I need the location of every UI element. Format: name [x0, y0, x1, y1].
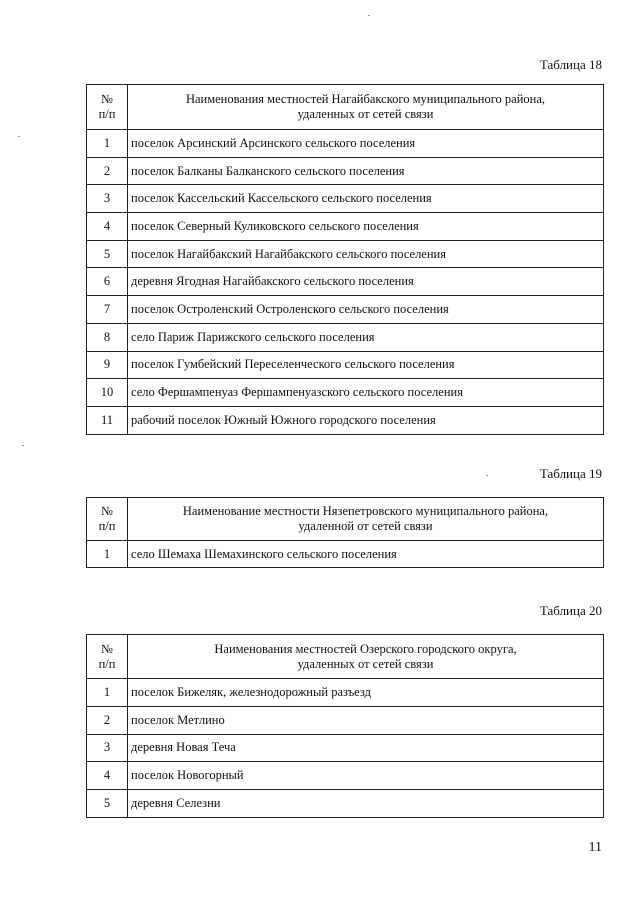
row-name: деревня Ягодная Нагайбакского сельского поселения [128, 268, 604, 296]
header-text: № [101, 92, 113, 106]
row-number: 1 [87, 541, 128, 568]
row-number: 4 [87, 762, 128, 790]
row-number: 9 [87, 351, 128, 379]
scan-speck [18, 136, 20, 137]
row-number: 5 [87, 790, 128, 818]
scan-speck [22, 445, 24, 446]
table-row [87, 130, 604, 158]
header-text: удаленной от сетей связи [298, 519, 433, 533]
row-name: рабочий поселок Южный Южного городского поселения [128, 406, 604, 434]
header-text: Наименования местностей Нагайбакского муниципального района, [185, 92, 546, 106]
header-text: Наименование местности Нязепетровского муниципального района, [182, 504, 549, 518]
table-row [87, 323, 604, 351]
number-column-header [87, 498, 128, 541]
name-column-header [128, 635, 604, 679]
table-row [87, 213, 604, 241]
row-name: село Фершампенуаз Фершампенуазского сельского поселения [128, 379, 604, 407]
header-text: п/п [98, 107, 116, 121]
table-row [87, 734, 604, 762]
number-column-header [87, 635, 128, 679]
row-name: село Шемаха Шемахинского сельского поселения [128, 541, 604, 568]
row-name: поселок Бижеляк, железнодорожный разъезд [128, 679, 604, 707]
table-row [87, 240, 604, 268]
table-row [87, 157, 604, 185]
table-row [87, 706, 604, 734]
header-text: п/п [98, 656, 116, 671]
row-number: 8 [87, 323, 128, 351]
row-name: поселок Кассельский Кассельского сельского поселения [128, 185, 604, 213]
header-text: № [101, 641, 113, 656]
row-name: поселок Арсинский Арсинского сельского поселения [128, 130, 604, 158]
row-name: поселок Нагайбакский Нагайбакского сельского поселения [128, 240, 604, 268]
row-name: поселок Метлино [128, 706, 604, 734]
row-number: 5 [87, 240, 128, 268]
number-column-header [87, 85, 128, 130]
table-nyazepetrovsk [86, 497, 604, 568]
scan-speck [486, 475, 488, 476]
table-row [87, 406, 604, 434]
row-number: 2 [87, 157, 128, 185]
name-column-header [128, 498, 604, 541]
row-name: поселок Северный Куликовского сельского поселения [128, 213, 604, 241]
row-name: поселок Новогорный [128, 762, 604, 790]
header-text: Наименования местностей Озерского городского округа, [214, 641, 517, 656]
row-number: 3 [87, 734, 128, 762]
row-name: село Париж Парижского сельского поселения [128, 323, 604, 351]
table-row [87, 379, 604, 407]
row-number: 1 [87, 679, 128, 707]
row-number: 6 [87, 268, 128, 296]
name-column-header [128, 85, 604, 130]
table-caption: Таблица 18 [539, 57, 602, 72]
table-row [87, 679, 604, 707]
row-number: 3 [87, 185, 128, 213]
row-number: 7 [87, 296, 128, 324]
row-name: поселок Остроленский Остроленского сельского поселения [128, 296, 604, 324]
table-header-row [87, 498, 604, 541]
row-number: 1 [87, 130, 128, 158]
table-row [87, 296, 604, 324]
table-row [87, 268, 604, 296]
table-nagaybak [86, 84, 604, 435]
header-text: удаленных от сетей связи [297, 107, 434, 121]
table-row [87, 790, 604, 818]
row-number: 11 [87, 406, 128, 434]
row-name: поселок Балканы Балканского сельского поселения [128, 157, 604, 185]
scan-speck [368, 15, 370, 16]
row-number: 2 [87, 706, 128, 734]
table-header-row [87, 635, 604, 679]
row-name: поселок Гумбейский Переселенческого сельского поселения [128, 351, 604, 379]
header-text: № [101, 504, 113, 518]
table-header-row [87, 85, 604, 130]
table-caption: Таблица 19 [539, 466, 602, 481]
header-text: удаленных от сетей связи [297, 656, 434, 671]
row-name: деревня Новая Теча [128, 734, 604, 762]
table-ozersk [86, 634, 604, 818]
table-row [87, 762, 604, 790]
row-number: 4 [87, 213, 128, 241]
table-caption: Таблица 20 [539, 603, 602, 618]
table-row [87, 185, 604, 213]
header-text: п/п [98, 519, 116, 533]
page-number: 11 [588, 840, 602, 855]
table-row [87, 351, 604, 379]
table-row [87, 541, 604, 568]
row-name: деревня Селезни [128, 790, 604, 818]
row-number: 10 [87, 379, 128, 407]
